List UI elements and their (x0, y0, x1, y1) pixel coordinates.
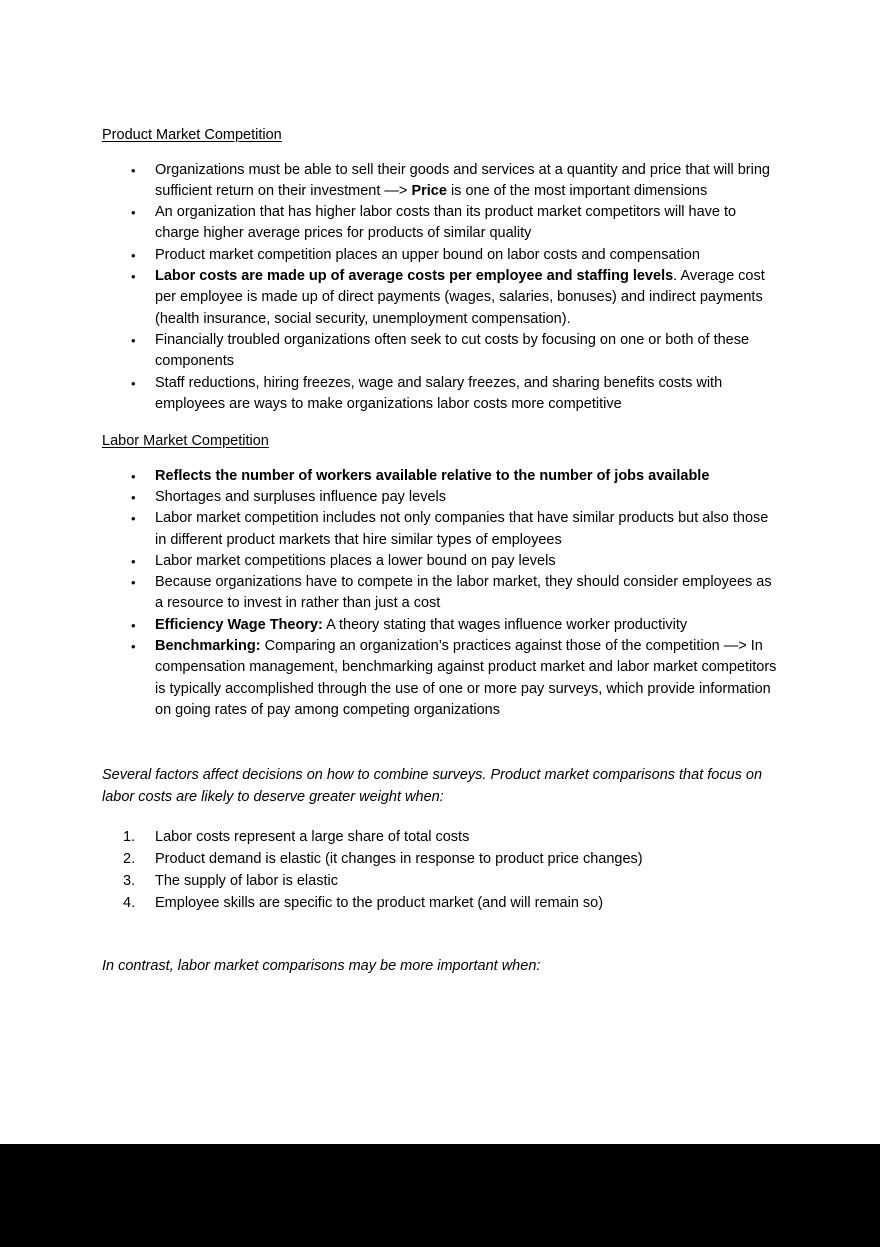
numbered-item: Employee skills are specific to the product market (and will remain so) (155, 894, 604, 911)
section-heading-labor-market (102, 432, 780, 452)
bullet-text: Labor market competitions places a lower bound on pay levels (155, 552, 556, 569)
bullet-item (102, 266, 780, 330)
numbered-item: The supply of labor is elastic (155, 872, 338, 889)
bullet-item (102, 551, 780, 572)
list-spacer (102, 808, 780, 827)
bullet-item (102, 245, 780, 266)
bullet-text: Financially troubled organizations often seek to cut costs by focusing on one or both of these components (155, 331, 750, 370)
bullet-text: . Average cost per employee is made up of direct payments (wages, salaries, bonuses) and indirect payments (health insurance, social security, unemployment compensation). (155, 268, 765, 327)
bullet-text-emphasis: Reflects the number of workers available relative to the number of jobs available (155, 467, 710, 484)
bullet-item (102, 373, 780, 416)
bullet-text: Because organizations have to compete in the labor market, they should consider employees as a resource to invest in rather than just a cost (155, 574, 772, 612)
bullet-list-labor-market (102, 466, 780, 722)
bullet-text: An organization that has higher labor costs than its product market competitors will have to charge higher average prices for products of similar quality (155, 204, 737, 242)
bullet-item (102, 330, 780, 373)
bullet-item (102, 160, 780, 203)
closing-paragraph: In contrast, labor market comparisons may be more important when: (102, 958, 541, 975)
bullet-text-emphasis: Benchmarking: (155, 638, 261, 655)
bullet-text: Shortages and surpluses influence pay levels (155, 488, 446, 505)
numbered-item: Labor costs represent a large share of total costs (155, 829, 470, 846)
bullet-text: is one of the most important dimensions (446, 182, 708, 199)
bullet-text-emphasis: Efficiency Wage Theory: (155, 616, 323, 633)
bullet-text: Comparing an organization’s practices against those of the competition —> In compensation management, benchmarking against product market and labor market competitors is typically accomplished through the use of one or more pay surveys, which provide information on going rates of pay among competing organizations (155, 638, 777, 718)
bullet-text: A theory stating that wages influence worker productivity (322, 616, 688, 633)
bullet-text: Organizations must be able to sell their goods and services at a quantity and price that will bring sufficient return on their investment —> (155, 161, 770, 199)
section-spacer (102, 415, 780, 432)
bullet-text: Labor market competition includes not only companies that have similar products but also those in different product markets that hire similar types of employees (155, 510, 769, 548)
bullet-item (102, 466, 780, 487)
bullet-item (102, 202, 780, 245)
numbered-list-product-market-factors (102, 827, 780, 914)
bullet-text: Staff reductions, hiring freezes, wage and salary freezes, and sharing benefits costs with employees are ways to make organizations labor costs more competitive (155, 374, 723, 412)
bullet-item (102, 572, 780, 615)
bullet-item (102, 636, 780, 721)
bullet-item (102, 487, 780, 508)
section-heading-product-market (102, 126, 780, 146)
intro-paragraph: Several factors affect decisions on how to combine surveys. Product market comparisons that focus on labor costs are likely to deserve greater weight when: (102, 767, 763, 805)
bullet-item (102, 508, 780, 551)
bullet-item (102, 615, 780, 636)
bullet-text: Product market competition places an upper bound on labor costs and compensation (155, 246, 700, 263)
section-heading-text: Product Market Competition (102, 127, 282, 143)
footer-black-band (0, 1144, 880, 1247)
section-heading-text: Labor Market Competition (102, 433, 269, 450)
bullet-text-emphasis: Price (411, 182, 447, 199)
closing-spacer (102, 914, 780, 956)
numbered-item: Product demand is elastic (it changes in response to product price changes) (155, 851, 643, 868)
paragraph-spacer (102, 721, 780, 765)
bullet-list-product-market (102, 160, 780, 416)
bullet-text-emphasis: Labor costs are made up of average costs per employee and staffing levels (155, 268, 674, 285)
